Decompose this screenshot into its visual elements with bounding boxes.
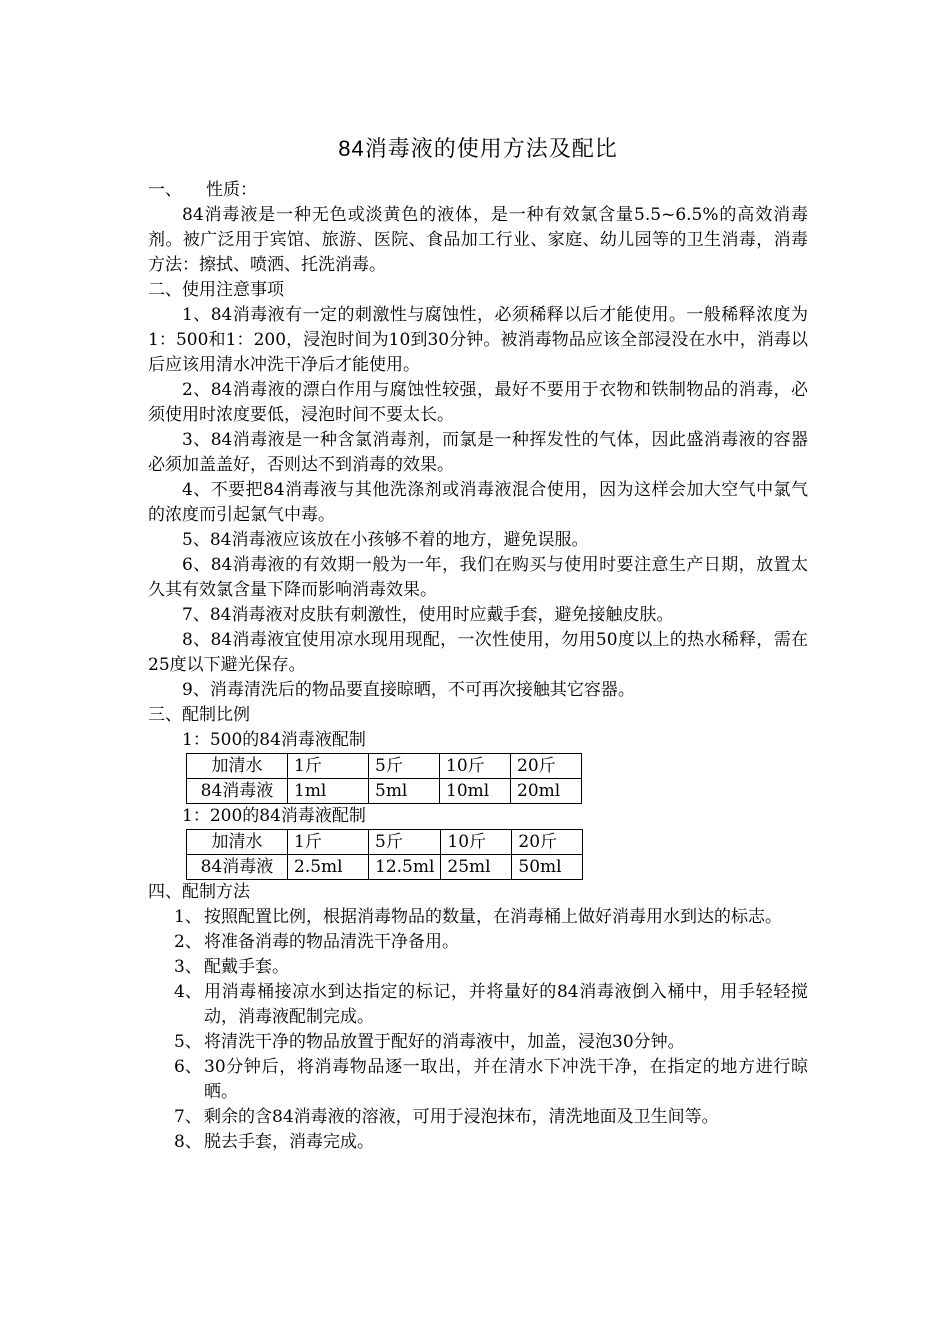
precaution-item: 1、84消毒液有一定的刺激性与腐蚀性，必须稀释以后才能使用。一般稀释浓度为1：500和1：200，浸泡时间为10到30分钟。被消毒物品应该全部浸没在水中，消毒以后应该用清水冲洗干净后才能使用。	[148, 305, 808, 375]
table-cell: 10ml	[440, 779, 511, 804]
list-item	[148, 980, 808, 1030]
step-text: 脱去手套，消毒完成。	[204, 1132, 374, 1152]
step-text: 30分钟后，将消毒物品逐一取出，并在清水下冲洗干净，在指定的地方进行晾晒。	[204, 1057, 808, 1102]
precaution-item: 5、84消毒液应该放在小孩够不着的地方，避免误服。	[182, 530, 589, 550]
precaution-item: 8、84消毒液宜使用凉水现用现配，一次性使用，勿用50度以上的热水稀释，需在25度以下避光保存。	[148, 630, 808, 675]
step-number: 6、	[174, 1057, 202, 1077]
list-item	[148, 905, 808, 930]
step-number: 2、	[174, 932, 202, 952]
step-number: 7、	[174, 1107, 202, 1127]
table-cell: 1斤	[288, 830, 369, 855]
list-item	[148, 1130, 808, 1155]
table-cell: 84消毒液	[187, 779, 288, 804]
precaution-item: 7、84消毒液对皮肤有刺激性，使用时应戴手套，避免接触皮肤。	[182, 605, 674, 625]
table-cell: 12.5ml	[369, 855, 441, 880]
document-page	[148, 132, 808, 1155]
step-number: 8、	[174, 1132, 202, 1152]
section-3-heading: 三、配制比例	[148, 705, 250, 725]
table-cell: 84消毒液	[187, 855, 288, 880]
table-cell: 2.5ml	[288, 855, 369, 880]
table-row	[187, 779, 582, 804]
step-text: 按照配置比例，根据消毒物品的数量，在消毒桶上做好消毒用水到达的标志。	[204, 907, 782, 927]
table-cell: 10斤	[441, 830, 512, 855]
step-number: 3、	[174, 957, 202, 977]
step-text: 将清洗干净的物品放置于配好的消毒液中，加盖，浸泡30分钟。	[204, 1032, 685, 1052]
preparation-steps	[148, 905, 808, 1155]
section-1-title: 性质：	[206, 180, 257, 200]
step-text: 配戴手套。	[204, 957, 289, 977]
step-number: 5、	[174, 1032, 202, 1052]
precaution-item: 4、不要把84消毒液与其他洗涤剂或消毒液混合使用，因为这样会加大空气中氯气的浓度而引起氯气中毒。	[148, 480, 808, 525]
list-item	[148, 955, 808, 980]
table-cell: 1斤	[288, 754, 369, 779]
list-item	[148, 1055, 808, 1105]
ratio-table-1-500	[186, 753, 582, 804]
step-number: 4、	[174, 982, 202, 1002]
table-cell: 50ml	[512, 855, 583, 880]
document-title: 84消毒液的使用方法及配比	[338, 136, 618, 161]
list-item	[148, 1105, 808, 1130]
table-cell: 20斤	[511, 754, 582, 779]
precaution-item: 6、84消毒液的有效期一般为一年，我们在购买与使用时要注意生产日期，放置太久其有效氯含量下降而影响消毒效果。	[148, 555, 808, 600]
table-cell: 25ml	[441, 855, 512, 880]
table-cell: 1ml	[288, 779, 369, 804]
section-4-heading: 四、配制方法	[148, 882, 250, 902]
ratio-table-1-200	[186, 829, 583, 880]
table-cell: 5ml	[369, 779, 440, 804]
step-text: 用消毒桶接凉水到达指定的标记，并将量好的84消毒液倒入桶中，用手轻轻搅动，消毒液配制完成。	[204, 982, 808, 1027]
table-cell: 5斤	[369, 830, 441, 855]
table-row	[187, 830, 583, 855]
step-text: 剩余的含84消毒液的溶液，可用于浸泡抹布，清洗地面及卫生间等。	[204, 1107, 719, 1127]
table-row	[187, 754, 582, 779]
table-2-caption: 1：200的84消毒液配制	[182, 806, 366, 826]
list-item	[148, 1030, 808, 1055]
precaution-item: 2、84消毒液的漂白作用与腐蚀性较强，最好不要用于衣物和铁制物品的消毒，必须使用时浓度要低，浸泡时间不要太长。	[148, 380, 808, 425]
section-1-paragraph: 84消毒液是一种无色或淡黄色的液体，是一种有效氯含量5.5~6.5%的高效消毒剂。被广泛用于宾馆、旅游、医院、食品加工行业、家庭、幼儿园等的卫生消毒，消毒方法：擦拭、喷洒、托洗消毒。	[148, 205, 808, 275]
table-1-caption: 1：500的84消毒液配制	[182, 730, 366, 750]
section-1-number: 一、	[148, 180, 182, 200]
step-text: 将准备消毒的物品清洗干净备用。	[204, 932, 459, 952]
list-item	[148, 930, 808, 955]
section-1-heading	[148, 178, 808, 203]
precaution-item: 3、84消毒液是一种含氯消毒剂，而氯是一种挥发性的气体，因此盛消毒液的容器必须加盖盖好，否则达不到消毒的效果。	[148, 430, 808, 475]
section-2-heading: 二、使用注意事项	[148, 280, 284, 300]
table-row	[187, 855, 583, 880]
table-cell: 20斤	[512, 830, 583, 855]
table-cell: 加清水	[187, 754, 288, 779]
table-cell: 加清水	[187, 830, 288, 855]
table-cell: 20ml	[511, 779, 582, 804]
table-cell: 10斤	[440, 754, 511, 779]
step-number: 1、	[174, 907, 202, 927]
precaution-item: 9、消毒清洗后的物品要直接晾晒，不可再次接触其它容器。	[182, 680, 635, 700]
table-cell: 5斤	[369, 754, 440, 779]
